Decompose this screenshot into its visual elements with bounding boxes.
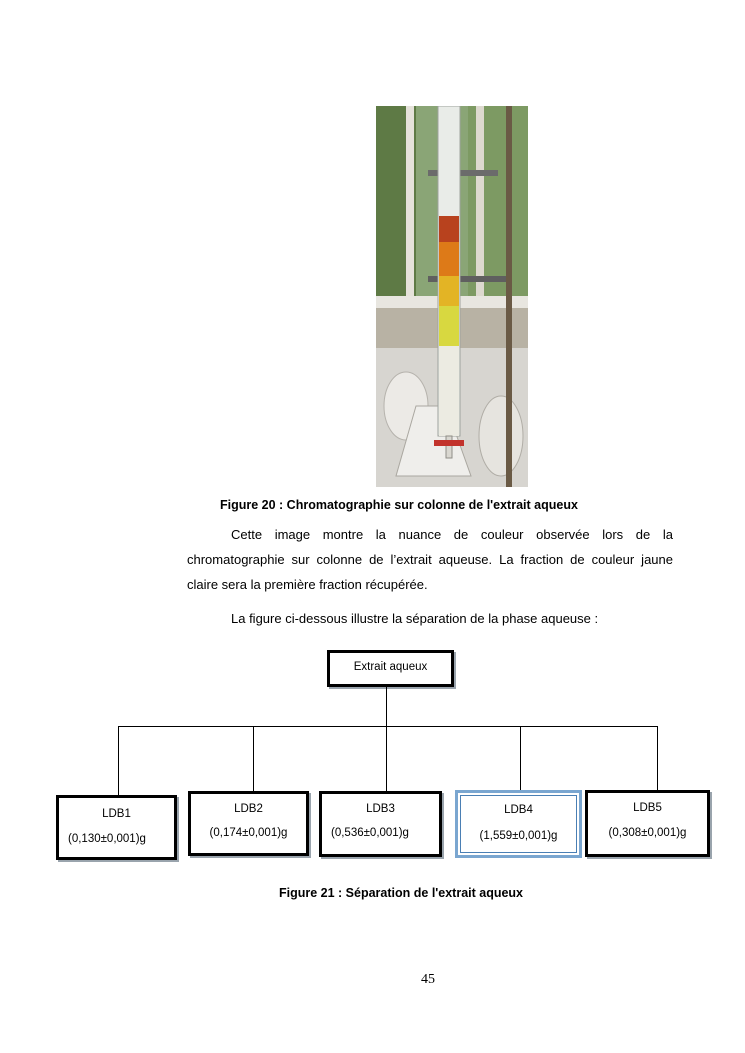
child-name: LDB2 [234, 803, 263, 815]
description-paragraph [187, 522, 673, 597]
child-mass: (1,559±0,001)g [479, 830, 558, 842]
connector-ldb4 [520, 726, 521, 792]
child-name: LDB5 [633, 802, 662, 814]
column-chromatography-photo [376, 106, 528, 487]
root-label: Extrait aqueux [353, 661, 428, 673]
diagram-intro-text: La figure ci-dessous illustre la séparation de la phase aqueuse : [231, 611, 599, 626]
horizontal-connector [118, 726, 658, 727]
paragraph-line-1: Cette image montre la nuance de couleur observée lors de la [231, 527, 673, 542]
column-illustration [376, 106, 528, 487]
child-name: LDB3 [366, 803, 395, 815]
connector-ldb5 [657, 726, 658, 760]
root-connector [386, 687, 387, 726]
connector-ldb1 [118, 726, 119, 760]
connector-ldb5-lower [657, 760, 658, 791]
connector-ldb3 [386, 726, 387, 792]
child-name: LDB1 [102, 808, 131, 820]
figure-21-caption: Figure 21 : Séparation de l'extrait aqueux [279, 886, 524, 900]
page-number: 45 [421, 972, 435, 987]
connector-ldb1-lower [118, 760, 119, 795]
paragraph-line-3: claire sera la première fraction récupérée. [187, 577, 428, 592]
child-name: LDB4 [504, 804, 533, 816]
child-box-ldb3 [319, 791, 442, 857]
child-box-ldb1 [56, 795, 177, 860]
child-box-ldb5 [585, 790, 710, 857]
root-box-extrait-aqueux [327, 650, 454, 687]
child-mass: (0,308±0,001)g [608, 827, 687, 839]
child-mass: (0,130±0,001)g [68, 833, 146, 845]
connector-ldb2 [253, 726, 254, 792]
child-box-ldb2 [188, 791, 309, 856]
figure-20-caption: Figure 20 : Chromatographie sur colonne de l'extrait aqueux [220, 498, 578, 512]
child-box-ldb4 [455, 790, 582, 858]
child-mass: (0,174±0,001)g [209, 827, 288, 839]
child-mass: (0,536±0,001)g [331, 827, 409, 839]
paragraph-line-2: chromatographie sur colonne de l’extrait aqueuse. La fraction de couleur jaune [187, 552, 673, 567]
